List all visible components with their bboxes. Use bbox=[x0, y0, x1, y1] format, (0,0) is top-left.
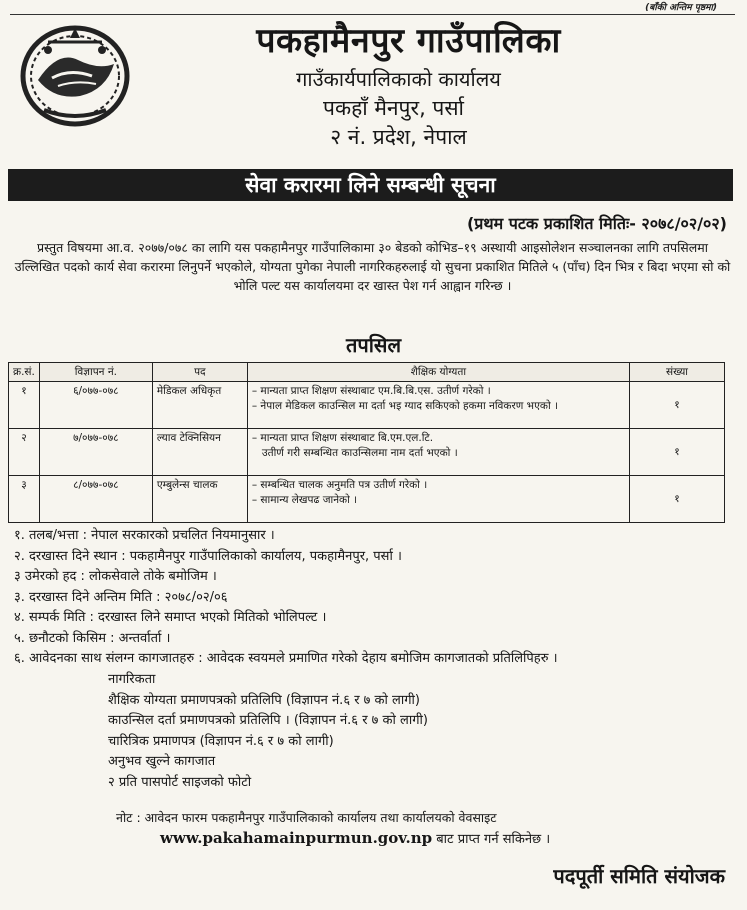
municipality-title: पकहामैनपुर गाउँपालिका bbox=[256, 21, 561, 61]
table-header-row bbox=[9, 363, 725, 382]
cell-qualification bbox=[247, 429, 629, 476]
top-divider bbox=[10, 14, 735, 15]
province-line: २ नं. प्रदेश, नेपाल bbox=[330, 125, 467, 149]
col-header-sn: क्र.सं. bbox=[9, 363, 40, 382]
cell-sn: ३ bbox=[9, 476, 40, 523]
document-item: नागरिकता bbox=[108, 672, 156, 687]
document-item: अनुभव खुल्ने कागजात bbox=[108, 754, 216, 770]
document-item: शैक्षिक योग्यता प्रमाणपत्रको प्रतिलिपि (विज्ञापन नं.६ र ७ को लागी) bbox=[108, 692, 420, 708]
required-documents-list bbox=[108, 670, 428, 794]
website-url: www.pakahamainpurmun.gov.np bbox=[160, 829, 433, 847]
signature-title: पदपूर्ती समिति संयोजक bbox=[553, 864, 725, 888]
document-item: काउन्सिल दर्ता प्रमाणपत्रको प्रतिलिपि । (विज्ञापन नं.६ र ७ को लागी) bbox=[108, 713, 428, 729]
cell-sn: १ bbox=[9, 382, 40, 429]
col-header-post: पद bbox=[152, 363, 247, 382]
qualification-line: – मान्यता प्राप्त शिक्षण संस्थाबाट बि.एम.एल.टि. bbox=[251, 432, 434, 444]
terms-list bbox=[14, 526, 733, 670]
table-row bbox=[9, 476, 725, 523]
term-item: ६. आवेदनका साथ संलग्न कागजातहरु : आवेदक स्वयमले प्रमाणित गरेको देहाय बमोजिम कागजातको प्रतिलिपिहरु । bbox=[14, 651, 558, 666]
term-item: ३. दरखास्त दिने अन्तिम मिति : २०७८/०२/०६ bbox=[14, 589, 228, 605]
term-item: ३ उमेरको हद : लोकसेवाले तोके बमोजिम । bbox=[14, 569, 217, 584]
office-address: पकहाँ मैनपुर, पर्सा bbox=[323, 96, 464, 120]
publish-date: (प्रथम पटक प्रकाशित मितिः- २०७८/०२/०२) bbox=[466, 214, 727, 233]
website-line bbox=[160, 828, 550, 850]
note-line: नोट : आवेदन फारम पकहामैनपुर गाउँपालिकाको कार्यालय तथा कार्यालयको वेवसाइट bbox=[116, 810, 497, 825]
qualification-line: – नेपाल मेडिकल काउन्सिल मा दर्ता भइ ग्याद सकिएको हकमा नविकरण भएको । bbox=[251, 400, 558, 412]
details-heading: तपसिल bbox=[345, 333, 402, 357]
table-row bbox=[9, 382, 725, 429]
intro-paragraph: प्रस्तुत विषयमा आ.व. २०७७/०७८ का लागि यस पकहामैनपुर गाउँपालिकामा ३० बेडको कोभिड–१९ अस्थायी आइसोलेशन सञ्चालनका लागि तपसिलमा उल्लिखित पदको कार्य सेवा करारमा लिनुपर्ने भएकोले, योग्यता पुगेका नेपाली नागरिकहरुलाई यो सुचना प्रकाशित मितिले ५ (पाँच) दिन भित्र र बिदा भएमा सो को भोलि पल्ट यस कार्यालयमा दर खास्त पेश गर्न आह्वान गरिन्छ । bbox=[14, 240, 731, 293]
cell-ad-no: ७/०७७-०७८ bbox=[39, 429, 152, 476]
cell-qualification bbox=[247, 382, 629, 429]
term-item: ४. सम्पर्क मिति : दरखास्त लिने समाप्त भएको मितिको भोलिपल्ट । bbox=[14, 610, 327, 625]
cell-count: १ bbox=[630, 429, 725, 476]
cell-post: एम्बुलेन्स चालक bbox=[152, 476, 247, 523]
cell-post: मेडिकल अधिकृत bbox=[152, 382, 247, 429]
table-row bbox=[9, 429, 725, 476]
term-item: २. दरखास्त दिने स्थान : पकहामैनपुर गाउँपालिकाको कार्यालय, पकहामैनपुर, पर्सा । bbox=[14, 548, 402, 564]
qualification-line: – सामान्य लेखपढ जानेको । bbox=[251, 494, 358, 506]
col-header-count: संख्या bbox=[630, 363, 725, 382]
cell-ad-no: ८/०७७-०७८ bbox=[39, 476, 152, 523]
cell-count: १ bbox=[630, 476, 725, 523]
col-header-ad-no: विज्ञापन नं. bbox=[39, 363, 152, 382]
cell-ad-no: ६/०७७-०७८ bbox=[39, 382, 152, 429]
cell-count: १ bbox=[630, 382, 725, 429]
qualification-line: उतीर्ण गरी सम्बन्धित काउन्सिलमा नाम दर्ता भएको । bbox=[261, 447, 458, 459]
cell-qualification bbox=[247, 476, 629, 523]
letterhead bbox=[130, 18, 727, 152]
document-item: २ प्रति पासपोर्ट साइजको फोटो bbox=[108, 774, 252, 790]
term-item: १. तलब/भत्ता : नेपाल सरकारको प्रचलित नियमानुसार । bbox=[14, 528, 275, 543]
document-item: चारित्रिक प्रमाणपत्र (विज्ञापन नं.६ र ७ को लागी) bbox=[108, 733, 334, 749]
cell-post: ल्याव टेक्निसियन bbox=[152, 429, 247, 476]
cell-sn: २ bbox=[9, 429, 40, 476]
top-strip bbox=[0, 0, 747, 14]
qualification-line: – मान्यता प्राप्त शिक्षण संस्थाबाट एम.बि.बि.एस. उतीर्ण गरेको । bbox=[251, 385, 491, 397]
notice-title: सेवा करारमा लिने सम्बन्धी सूचना bbox=[8, 169, 733, 201]
qualification-line: – सम्बन्धित चालक अनुमति पत्र उतीर्ण गरेको । bbox=[251, 479, 428, 491]
continued-note: (बाँकी अन्तिम पृष्ठमा) bbox=[645, 3, 717, 13]
col-header-qualification: शैक्षिक योग्यता bbox=[247, 363, 629, 382]
office-name: गाउँकार्यपालिकाको कार्यालय bbox=[296, 67, 501, 91]
positions-table bbox=[8, 362, 725, 523]
term-item: ५. छनौटको किसिम : अन्तर्वार्ता । bbox=[14, 630, 171, 646]
website-suffix: बाट प्राप्त गर्न सकिनेछ । bbox=[436, 832, 551, 847]
